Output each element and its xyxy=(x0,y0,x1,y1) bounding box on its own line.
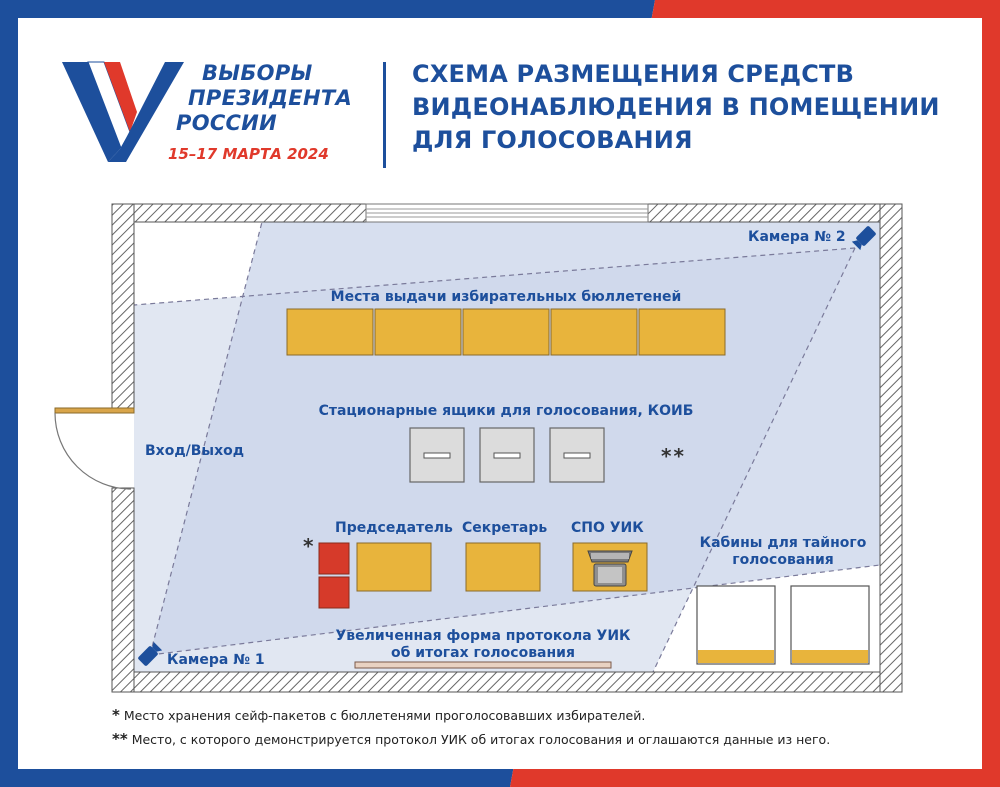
laptop-icon xyxy=(588,551,632,586)
booths-label-line-1: Кабины для тайного xyxy=(699,535,867,551)
chairman-label: Председатель xyxy=(335,520,453,536)
page-title-line-1: СХЕМА РАЗМЕЩЕНИЯ СРЕДСТВ xyxy=(412,60,855,88)
secretary-table xyxy=(466,543,540,591)
booths-label-line-2: голосования xyxy=(732,552,834,568)
wall-top-left xyxy=(112,204,366,222)
entrance-label: Вход/Выход xyxy=(145,443,245,459)
chairman-table xyxy=(357,543,431,591)
page-title-line-3: ДЛЯ ГОЛОСОВАНИЯ xyxy=(412,126,693,154)
camera-2-label: Камера № 2 xyxy=(748,229,846,245)
footnote-1-mark: * xyxy=(112,706,120,724)
wall-right xyxy=(880,204,902,692)
boxes-label: Стационарные ящики для голосования, КОИБ xyxy=(318,403,694,419)
safe-storage-2 xyxy=(319,577,349,608)
footnote-2-mark: ** xyxy=(112,730,128,748)
announcement-place-mark: ** xyxy=(661,444,686,468)
logo-date: 15–17 МАРТА 2024 xyxy=(168,145,329,163)
voting-booth-1 xyxy=(697,586,775,664)
voting-booth-2 xyxy=(791,586,869,664)
wall-left-top xyxy=(112,204,134,410)
logo-line-1: ВЫБОРЫ xyxy=(202,61,313,85)
ballot-tables xyxy=(287,309,725,355)
title-divider xyxy=(383,62,386,168)
spo-label: СПО УИК xyxy=(571,520,644,536)
ballot-table-1 xyxy=(287,309,373,355)
secretary-label: Секретарь xyxy=(462,520,548,536)
footnote-2-text: Место, с которого демонстрируется протокол УИК об итогах голосования и оглашаются данные из него. xyxy=(131,732,831,747)
ballot-table-3 xyxy=(463,309,549,355)
wall-left-bottom xyxy=(112,488,134,692)
logo-line-2: ПРЕЗИДЕНТА xyxy=(188,86,353,110)
ballot-table-2 xyxy=(375,309,461,355)
page-title-line-2: ВИДЕОНАБЛЮДЕНИЯ В ПОМЕЩЕНИИ xyxy=(412,93,940,121)
protocol-label-line-2: об итогах голосования xyxy=(391,645,575,661)
safe-storage-1 xyxy=(319,543,349,574)
footnote-1 xyxy=(112,706,645,724)
ballots-label: Места выдачи избирательных бюллетеней xyxy=(330,289,682,305)
camera-1-label: Камера № 1 xyxy=(167,652,265,668)
ballot-table-5 xyxy=(639,309,725,355)
wall-top-right xyxy=(648,204,902,222)
wall-bottom xyxy=(112,672,902,692)
footnote-2 xyxy=(112,730,830,748)
safe-storage-mark: * xyxy=(303,534,316,558)
window xyxy=(366,204,648,222)
protocol-label-line-1: Увеличенная форма протокола УИК xyxy=(335,628,631,644)
ballot-table-4 xyxy=(551,309,637,355)
ballot-boxes xyxy=(410,428,604,482)
protocol-board xyxy=(355,662,611,668)
footnote-1-text: Место хранения сейф-пакетов с бюллетенями проголосовавших избирателей. xyxy=(123,708,646,723)
logo-line-3: РОССИИ xyxy=(176,111,278,135)
